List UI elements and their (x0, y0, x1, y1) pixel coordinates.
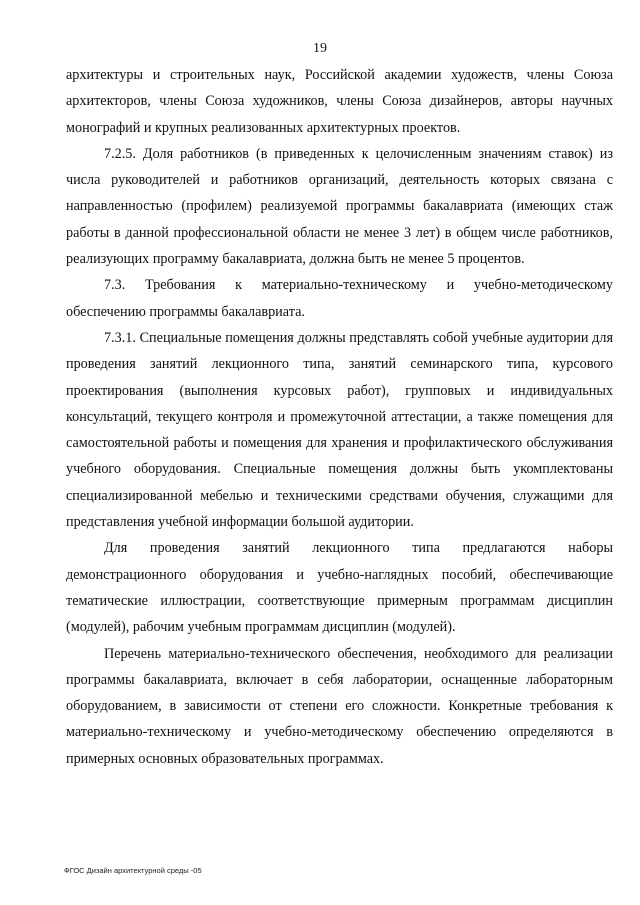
paragraph-7-2-5: 7.2.5. Доля работников (в приведенных к целочисленным значениям ставок) из числа руководителей и работников организаций, деятельность которых связана с направленностью (профилем) реализуемой программы бакалавриата (имеющих стаж работы в данной профессиональной области не менее 3 лет) в общем числе работников, реализующих программу бакалавриата, должна быть не менее 5 процентов. (66, 145, 613, 268)
paragraph-7-3-1: 7.3.1. Специальные помещения должны представлять собой учебные аудитории для проведения занятий лекционного типа, занятий семинарского типа, курсового проектирования (выполнения курсовых работ), групповых и индивидуальных консультаций, текущего контроля и промежуточной аттестации, а также помещения для самостоятельной работы и помещения для хранения и профилактического обслуживания учебного оборудования. Специальные помещения должны быть укомплектованы специализированной мебелью и техническими средствами обучения, служащими для представления учебной информации большой аудитории. (66, 329, 613, 531)
paragraph-lecture-equipment: Для проведения занятий лекционного типа предлагаются наборы демонстрационного оборудования и учебно-наглядных пособий, обеспечивающие тематические иллюстрации, соответствующие примерным программам дисциплин (модулей), рабочим учебным программам дисциплин (модулей). (66, 540, 613, 636)
paragraph-continuation: архитектуры и строительных наук, Российской академии художеств, члены Союза архитекторов, члены Союза художников, члены Союза дизайнеров, авторы научных монографий и крупных реализованных архитектурных проектов. (66, 67, 613, 136)
document-body (66, 62, 613, 772)
paragraph-equipment-list: Перечень материально-технического обеспечения, необходимого для реализации программы бакалавриата, включает в себя лаборатории, оснащенные лабораторным оборудованием, в зависимости от степени его сложности. Конкретные требования к материально-техническому и учебно-методическому обеспечению определяются в примерных основных образовательных программах. (66, 645, 613, 767)
page-number: 19 (313, 41, 327, 56)
document-footer: ФГОС Дизайн архитектурной среды -05 (64, 866, 202, 875)
paragraph-7-3: 7.3. Требования к материально-техническому и учебно-методическому обеспечению программы бакалавриата. (66, 277, 613, 320)
